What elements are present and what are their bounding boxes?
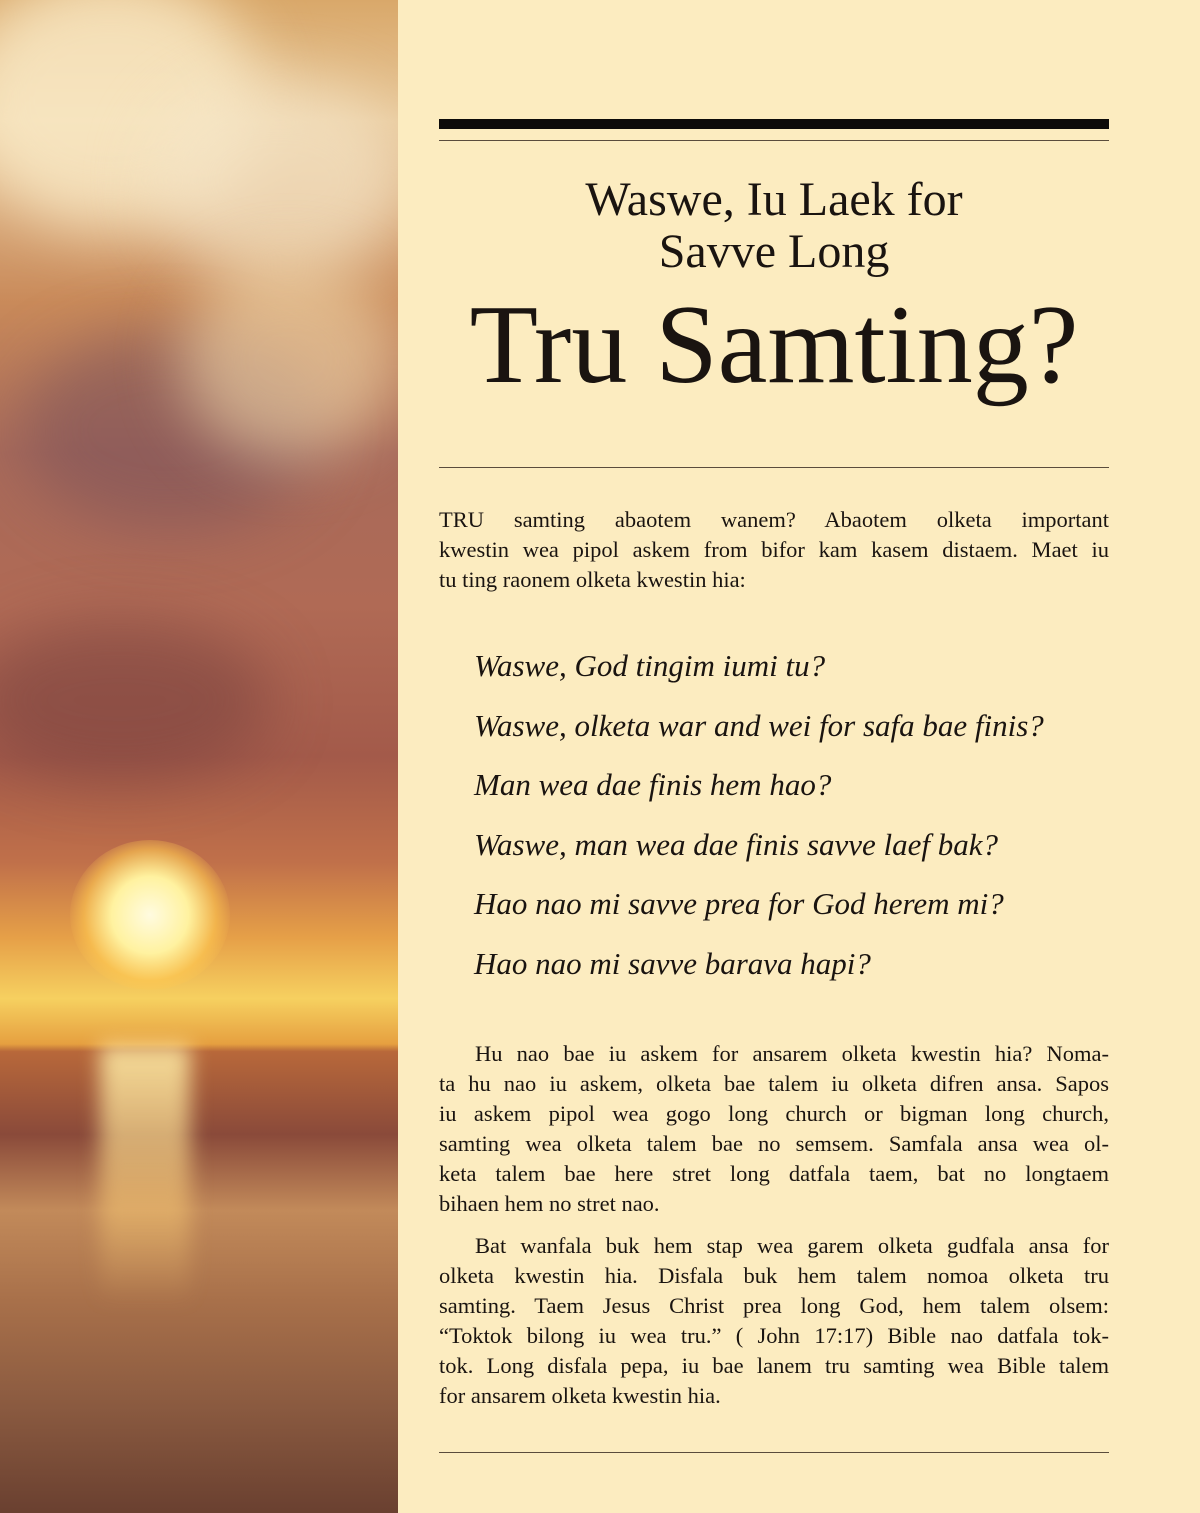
question-item: Hao nao mi savve prea for God herem mi? (474, 886, 1004, 921)
title-divider (439, 467, 1109, 468)
text-line: “Toktok bilong iu wea tru.” ( John 17:17) Bible nao datfala tok- (439, 1323, 1109, 1348)
top-thick-rule (439, 119, 1109, 129)
body-paragraph-1 (439, 1039, 1109, 1219)
subheading-line: Waswe, Iu Laek for (585, 173, 963, 226)
text-line: samting. Taem Jesus Christ prea long God, hem talem olsem: (439, 1293, 1109, 1318)
text-line: Bat wanfala buk hem stap wea garem olketa gudfala ansa for (475, 1233, 1109, 1258)
text-line: keta talem bae here stret long datfala taem, bat no longtaem (439, 1161, 1109, 1186)
text-line: olketa kwestin hia. Disfala buk hem talem nomoa olketa tru (439, 1263, 1109, 1288)
question-item: Hao nao mi savve barava hapi? (474, 945, 871, 981)
top-thin-rule (439, 140, 1109, 141)
text-line: bihaen hem no stret nao. (439, 1191, 660, 1216)
body-paragraph-2 (439, 1231, 1109, 1411)
title-subheading (439, 174, 1109, 278)
sun-reflection (100, 1045, 190, 1305)
text-line: tu ting raonem olketa kwestin hia: (439, 567, 746, 592)
text-line: TRU samting abaotem wanem? Abaotem olketa important (439, 507, 1109, 532)
text-line: Hu nao bae iu askem for ansarem olketa kwestin hia? Noma- (475, 1041, 1109, 1066)
text-line: samting wea olketa talem bae no semsem. Samfala ansa wea ol- (439, 1131, 1109, 1156)
question-item: Waswe, God tingim iumi tu? (474, 648, 826, 683)
text-line: tok. Long disfala pepa, iu bae lanem tru samting wea Bible talem (439, 1353, 1109, 1378)
subheading-line: Savve Long (658, 225, 890, 278)
text-line: ta hu nao iu askem, olketa bae talem iu olketa difren ansa. Sapos (439, 1071, 1109, 1096)
intro-paragraph (439, 505, 1109, 595)
question-item: Waswe, man wea dae finis savve laef bak? (474, 826, 999, 862)
bottom-rule (439, 1452, 1109, 1453)
question-item: Man wea dae finis hem hao? (474, 767, 832, 802)
text-line: iu askem pipol wea gogo long church or bigman long church, (439, 1101, 1109, 1126)
sunset-beach-photo (0, 0, 398, 1513)
text-line: for ansarem olketa kwestin hia. (439, 1383, 721, 1408)
sun (70, 840, 230, 990)
page-title: Tru Samting? (469, 283, 1079, 407)
question-item: Waswe, olketa war and wei for safa bae finis? (474, 707, 1044, 743)
question-list (474, 636, 1044, 993)
text-line: kwestin wea pipol askem from bifor kam kasem distaem. Maet iu (439, 537, 1109, 562)
